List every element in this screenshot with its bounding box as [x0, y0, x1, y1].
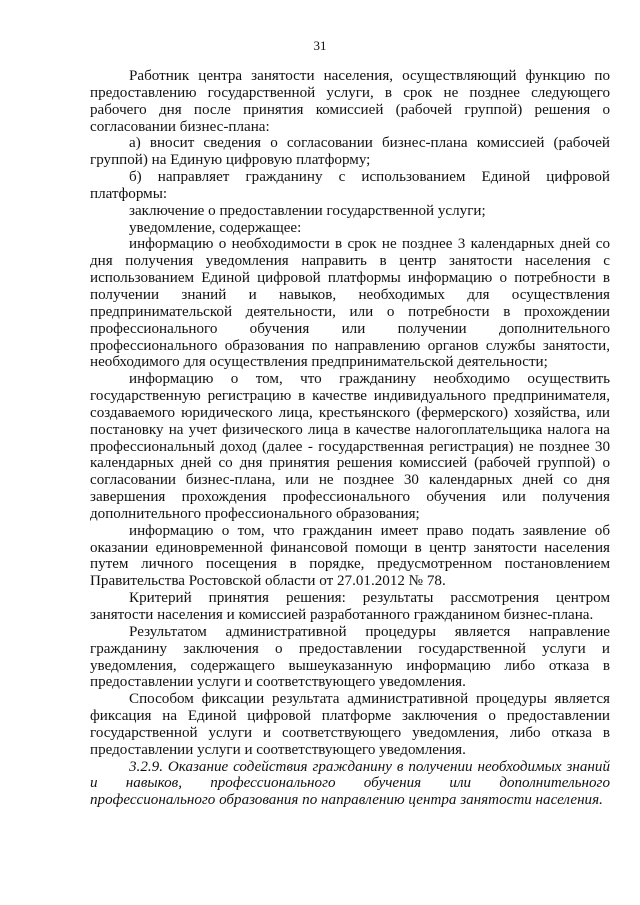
page-number: 31	[313, 38, 327, 53]
paragraph-intro: Работник центра занятости населения, осуществляющий функцию по предоставлению государственной услуги, в срок не позднее следующего рабочего дня после принятия комиссией (рабочей группой) решения о согласовании бизнес-плана:	[90, 68, 610, 135]
paragraph-conclusion: заключение о предоставлении государственной услуги;	[129, 202, 486, 219]
section-heading-3-2-9: 3.2.9. Оказание содействия гражданину в получении необходимых знаний и навыков, профессионального обучения или дополнительного профессионального образования по направлению центра занятости населения.	[90, 758, 610, 809]
document-body	[90, 68, 610, 809]
paragraph-item-b: б) направляет гражданину с использованием Единой цифровой платформы:	[90, 169, 610, 202]
paragraph-info-registration: информацию о том, что гражданину необходимо осуществить государственную регистрацию в качестве индивидуального предпринимателя, создаваемого юридического лица, крестьянского (фермерского) хозяйства, или постановку на учет физического лица в качестве налогоплательщика налога на профессиональный доход (далее - государственная регистрация) не позднее 30 календарных дней со дня принятия решения комиссией (рабочей группой) о согласовании бизнес-плана, или не позднее 30 календарных дней со дня завершения прохождения профессионального обучения или получения дополнительного профессионального образования;	[90, 371, 610, 522]
paragraph-info-skills: информацию о необходимости в срок не позднее 3 календарных дней со дня получения уведомления направить в центр занятости населения с использованием Единой цифровой платформы информацию о потребности в получении знаний и навыков, необходимых для осуществления предпринимательской деятельности, или о потребности в прохождении профессионального обучения или получении дополнительного профессионального образования по направлению органов службы занятости, необходимого для осуществления предпринимательской деятельности;	[90, 236, 610, 371]
paragraph-result: Результатом административной процедуры является направление гражданину заключения о предоставлении государственной услуги и уведомления, содержащего вышеуказанную информацию либо отказа в предоставлении услуги и соответствующего уведомления.	[90, 623, 610, 691]
paragraph-info-financial-aid: информацию о том, что гражданин имеет право подать заявление об оказании единовременной финансовой помощи в центр занятости населения путем личного посещения в порядке, предусмотренном постановлением Правительства Ростовской области от 27.01.2012 № 78.	[90, 522, 610, 590]
paragraph-item-a: а) вносит сведения о согласовании бизнес-плана комиссией (рабочей группой) на Единую цифровую платформу;	[90, 135, 610, 169]
paragraph-fixation: Способом фиксации результата административной процедуры является фиксация на Единой цифровой платформе заключения о предоставлении государственной услуги и соответствующего уведомления, либо отказа в предоставлении услуги и соответствующего уведомления.	[90, 691, 610, 758]
paragraph-notification: уведомление, содержащее:	[129, 219, 302, 236]
paragraph-criterion: Критерий принятия решения: результаты рассмотрения центром занятости населения и комиссией разработанного гражданином бизнес-плана.	[90, 590, 610, 623]
